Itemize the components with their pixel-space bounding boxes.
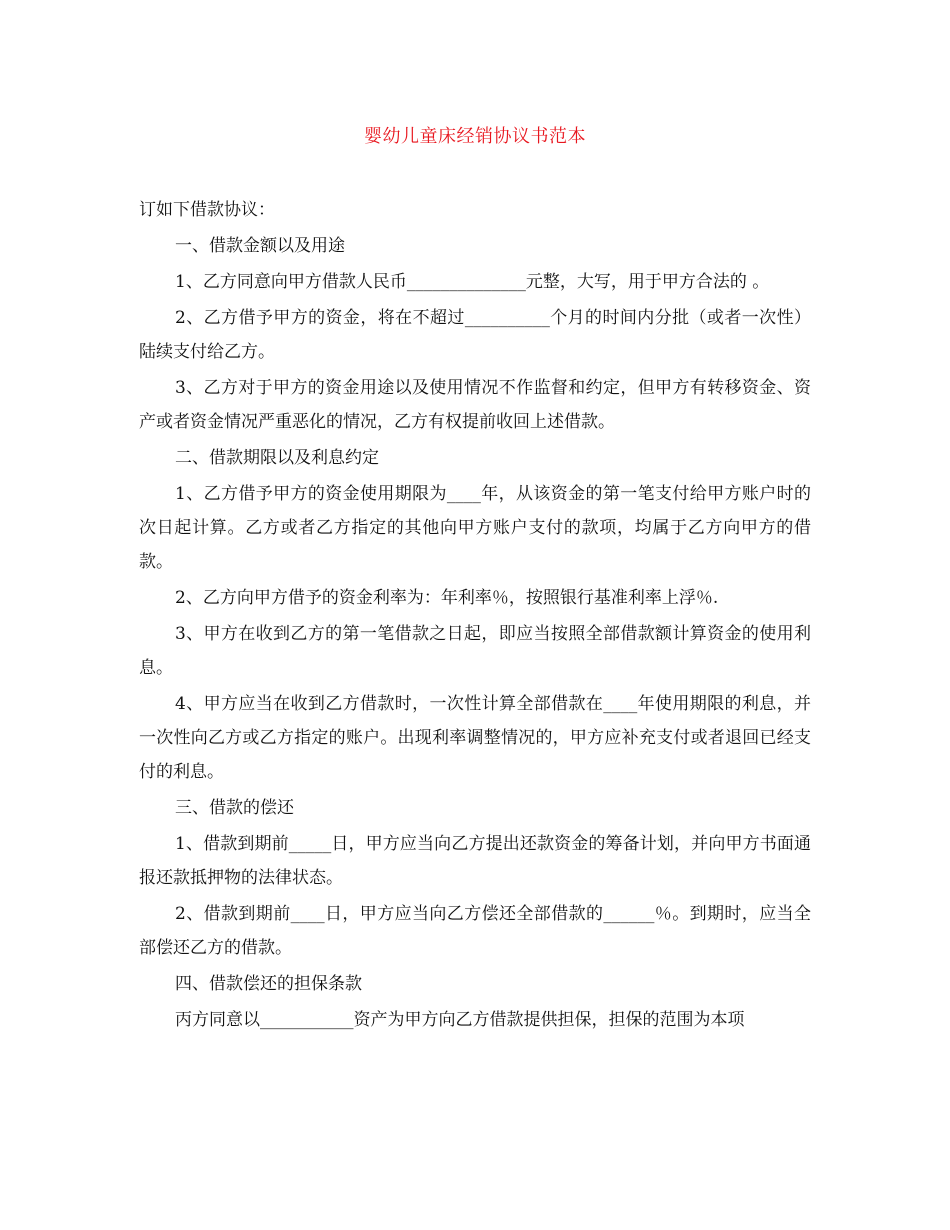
document-paragraph: 1、借款到期前_____日，甲方应当向乙方提出还款资金的筹备计划，并向甲方书面通报还款抵押物的法律状态。 — [139, 834, 811, 888]
document-paragraph: 3、甲方在收到乙方的第一笔借款之日起，即应当按照全部借款额计算资金的使用利息。 — [139, 624, 811, 678]
document-title: 婴幼儿童床经销协议书范本 — [364, 126, 586, 147]
document-paragraph: 2、借款到期前____日，甲方应当向乙方偿还全部借款的______％。到期时，应当全部偿还乙方的借款。 — [139, 904, 811, 958]
document-paragraph: 丙方同意以___________资产为甲方向乙方借款提供担保，担保的范围为本项 — [175, 1010, 745, 1030]
document-body — [139, 193, 811, 1039]
document-paragraph: 2、乙方向甲方借予的资金利率为：年利率％，按照银行基准利率上浮％. — [175, 588, 719, 608]
document-paragraph: 4、甲方应当在收到乙方借款时，一次性计算全部借款在____年使用期限的利息，并一次性向乙方或乙方指定的账户。出现利率调整情况的，甲方应补充支付或者退回已经支付的利息。 — [139, 694, 811, 782]
document-paragraph: 3、乙方对于甲方的资金用途以及使用情况不作监督和约定，但甲方有转移资金、资产或者资金情况严重恶化的情况，乙方有权提前收回上述借款。 — [139, 378, 811, 432]
document-paragraph: 2、乙方借予甲方的资金，将在不超过__________个月的时间内分批（或者一次性）陆续支付给乙方。 — [139, 308, 811, 362]
document-paragraph: 1、乙方同意向甲方借款人民币______________元整，大写，用于甲方合法的 。 — [175, 272, 770, 292]
document-paragraph: 二、借款期限以及利息约定 — [175, 448, 379, 468]
document-paragraph: 三、借款的偿还 — [175, 798, 294, 818]
document-paragraph: 一、借款金额以及用途 — [175, 236, 345, 256]
document-paragraph: 四、借款偿还的担保条款 — [175, 974, 362, 994]
document-paragraph: 订如下借款协议： — [139, 200, 275, 220]
document-paragraph: 1、乙方借予甲方的资金使用期限为____年，从该资金的第一笔支付给甲方账户时的次日起计算。乙方或者乙方指定的其他向甲方账户支付的款项，均属于乙方向甲方的借款。 — [139, 484, 811, 572]
